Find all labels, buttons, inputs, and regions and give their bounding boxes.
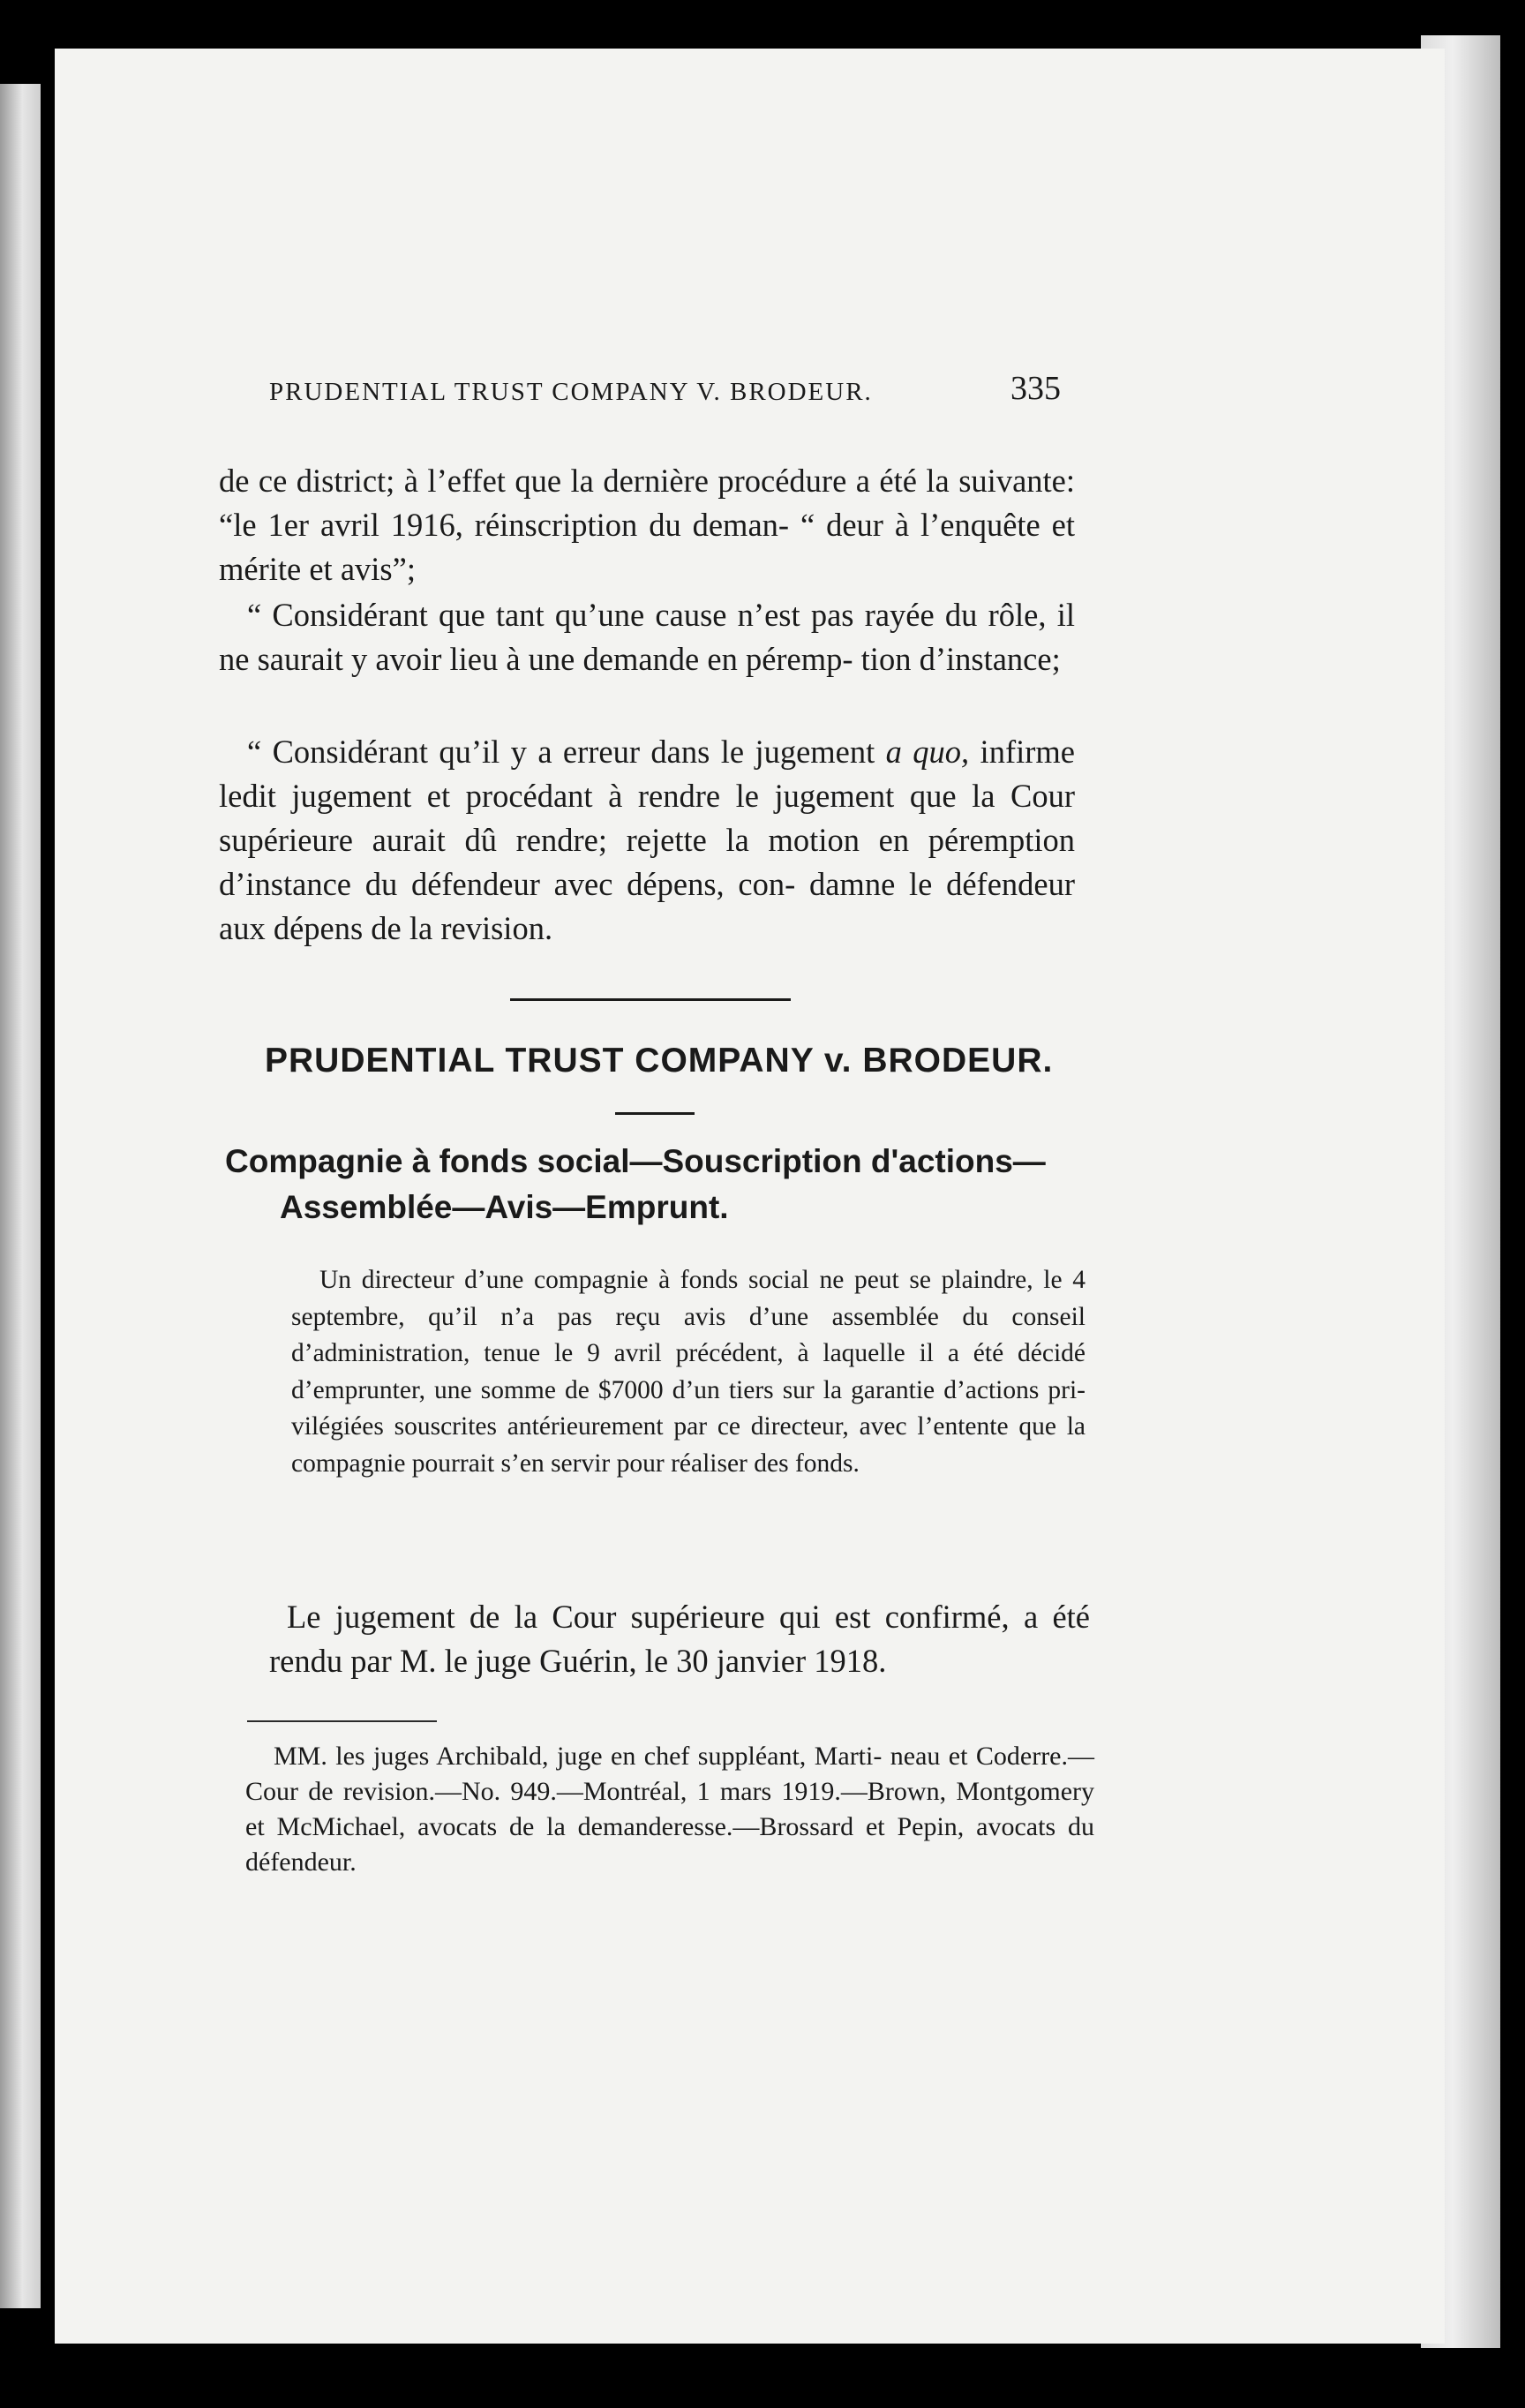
footnote-rule: [247, 1720, 437, 1722]
paragraph-1: de ce district; à l’effet que la dernière procédure a été la suivante: “le 1er avril 1916, réinscription du deman- “ deur à l’enquête et mérite et avis”;: [219, 463, 1075, 587]
title-underline: [615, 1112, 695, 1115]
case-title: PRUDENTIAL TRUST COMPANY v. BRODEUR.: [265, 1042, 1054, 1080]
paragraph-3-end: infirme ledit jugement et procédant à rendre le jugement que la Cour supérieure aurait dû rendre; rejette la motion en péremption d’instance du défendeur avec dépens, con- damne le défendeur aux dépens de la revision.: [219, 734, 1075, 946]
facing-page-edge: [0, 84, 41, 2308]
judgment-note: Le jugement de la Cour supérieure qui est confirmé, a été rendu par M. le juge Guérin, le 30 janvier 1918.: [269, 1599, 1090, 1679]
paragraph-2: “ Considérant que tant qu’une cause n’est pas rayée du rôle, il ne saurait y avoir lieu à une demande en péremp- tion d’instance;: [219, 597, 1075, 677]
keywords-line-2: Assemblée—Avis—Emprunt.: [280, 1189, 729, 1225]
footnote: MM. les juges Archibald, juge en chef suppléant, Marti- neau et Coderre.—Cour de revision.—No. 949.—Montréal, 1 mars 1919.—Brown, Montgomery et McMichael, avocats de la demanderesse.—Brossard et Pepin, avocats du défendeur.: [245, 1742, 1094, 1877]
keywords-line-1: Compagnie à fonds social—Souscription d'actions—: [225, 1143, 1046, 1179]
page-number: 335: [1010, 370, 1061, 407]
headnote: Un directeur d’une compagnie à fonds social ne peut se plaindre, le 4 septembre, qu’il n’a pas reçu avis d’une assemblée du conseil d’administration, tenue le 9 avril précédent, à laquelle il a été décidé d’emprunter, une somme de $7000 d’un tiers sur la garantie d’actions pri- vilégiées souscrites antérieurement par ce directeur, avec l’entente que la compagnie pourrait s’en servir pour réaliser des fonds.: [291, 1266, 1086, 1478]
section-divider: [510, 998, 791, 1001]
running-head: PRUDENTIAL TRUST COMPANY V. BRODEUR.: [269, 378, 873, 406]
paragraph-3-start: “ Considérant qu’il y a erreur dans le jugement: [247, 734, 886, 770]
paragraph-3-italic: a quo,: [885, 734, 970, 770]
keywords: [225, 1139, 1090, 1230]
paragraph-3: [219, 730, 1075, 951]
